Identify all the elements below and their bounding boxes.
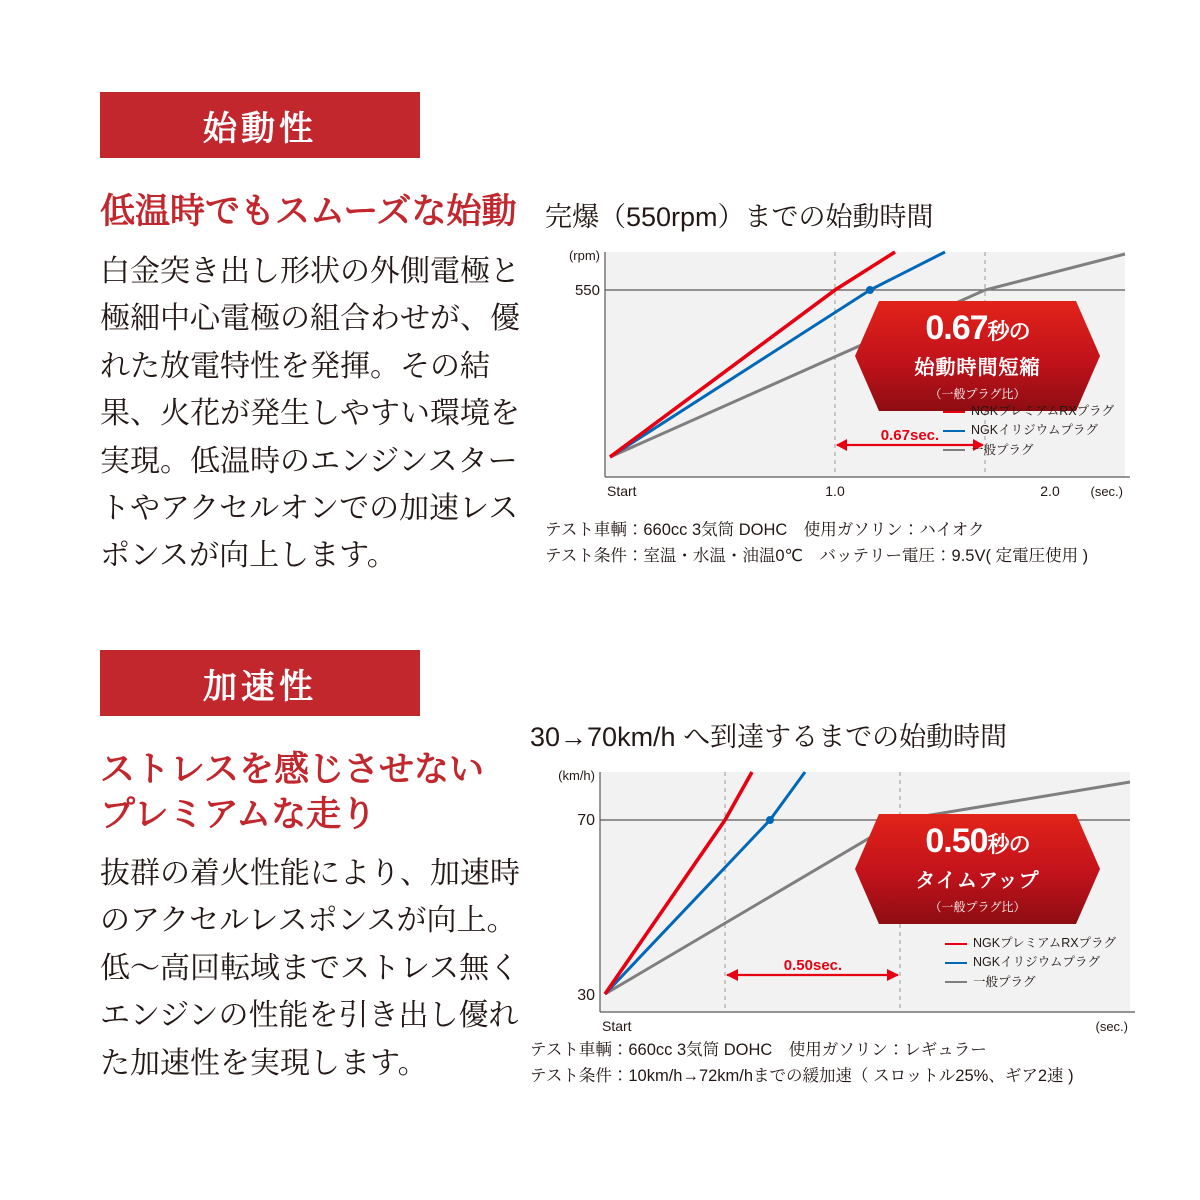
legend-item-iridium	[945, 953, 1116, 972]
legend-label-rx: NGKプレミアムRXプラグ	[971, 404, 1115, 418]
chart-plot-startability	[545, 242, 1145, 507]
legend-label-iridium: NGKイリジウムプラグ	[973, 955, 1100, 970]
chart-acceleration	[530, 715, 1150, 1090]
callout-value-line	[855, 824, 1100, 858]
svg-text:1.0: 1.0	[825, 483, 845, 499]
legend-label-standard: 一般プラグ	[973, 974, 1036, 989]
callout-text-group	[855, 810, 1100, 915]
callout-subtitle: 始動時間短縮	[914, 357, 1041, 379]
chart-title-startability: 完爆（550rpm）までの始動時間	[545, 202, 934, 232]
legend-swatch-blue-icon	[943, 430, 965, 432]
callout-subtitle: タイムアップ	[915, 870, 1040, 892]
callout-startability	[855, 297, 1100, 415]
chart-startability	[545, 195, 1145, 570]
legend-swatch-gray-icon	[945, 981, 967, 983]
svg-text:2.0: 2.0	[1040, 483, 1060, 499]
legend-swatch-red-icon	[943, 411, 965, 413]
svg-text:0.50sec.: 0.50sec.	[783, 957, 843, 974]
legend-label-rx: NGKプレミアムRXプラグ	[973, 936, 1117, 950]
chart-legend-acceleration	[945, 934, 1116, 992]
svg-text:(rpm): (rpm)	[568, 248, 600, 263]
section-badge-startability: 始動性	[100, 92, 420, 158]
section-body-acceleration: 抜群の着火性能により、加速時のアクセルレスポンスが向上。低〜高回転域までストレス無くエンジンの性能を引き出し優れた加速性を実現します。	[100, 857, 520, 1080]
section-lead-acceleration: ストレスを感じさせない プレミアムな走り	[100, 750, 484, 834]
svg-text:(sec.): (sec.)	[1095, 1019, 1128, 1034]
section-lead-startability: 低温時でもスムーズな始動	[100, 192, 517, 231]
chart-caption-acceleration	[530, 1037, 1150, 1090]
svg-text:30: 30	[577, 987, 595, 1004]
callout-note: （一般プラグ比）	[929, 900, 1026, 914]
chart-plot-acceleration	[530, 762, 1130, 1034]
legend-item-standard	[945, 973, 1116, 992]
legend-item-iridium	[943, 421, 1114, 440]
callout-value: 0.67	[925, 309, 988, 347]
caption-line-2: テスト条件：10km/h→72km/hまでの緩加速（ スロットル25%、ギア2速 )	[530, 1067, 1074, 1086]
callout-note: （一般プラグ比）	[929, 387, 1026, 401]
svg-text:(sec.): (sec.)	[1090, 484, 1123, 499]
svg-text:Start: Start	[602, 1018, 632, 1034]
legend-swatch-blue-icon	[945, 962, 967, 964]
legend-swatch-gray-icon	[943, 449, 965, 451]
caption-line-2: テスト条件：室温・水温・油温0℃ バッテリー電圧：9.5V( 定電圧使用 )	[545, 547, 1089, 566]
legend-item-rx	[943, 402, 1114, 421]
svg-text:Start: Start	[607, 483, 637, 499]
legend-item-standard	[943, 441, 1114, 460]
svg-text:0.67sec.: 0.67sec.	[880, 427, 940, 444]
callout-unit: 秒の	[987, 832, 1030, 857]
legend-label-iridium: NGKイリジウムプラグ	[971, 423, 1098, 438]
svg-text:70: 70	[577, 812, 595, 829]
section-badge-acceleration: 加速性	[100, 650, 420, 716]
callout-text-group	[855, 297, 1100, 402]
svg-text:(km/h): (km/h)	[558, 768, 595, 783]
caption-line-1: テスト車輌：660cc 3気筒 DOHC 使用ガソリン：レギュラー	[530, 1041, 987, 1059]
svg-text:550: 550	[574, 282, 600, 299]
section-body-startability: 白金突き出し形状の外側電極と極細中心電極の組合わせが、優れた放電特性を発揮。その結果、火花が発生しやすい環境を実現。低温時のエンジンスタートやアクセルオンでの加速レスポンスが向上します。	[100, 255, 520, 573]
legend-label-standard: 一般プラグ	[971, 442, 1034, 457]
callout-unit: 秒の	[987, 319, 1030, 344]
callout-value-line	[855, 311, 1100, 345]
callout-acceleration	[855, 810, 1100, 928]
legend-item-rx	[945, 934, 1116, 953]
chart-legend-startability	[943, 402, 1114, 460]
callout-value: 0.50	[925, 822, 988, 860]
caption-line-1: テスト車輌：660cc 3気筒 DOHC 使用ガソリン：ハイオク	[545, 521, 985, 539]
chart-caption-startability	[545, 517, 1145, 570]
chart-title-acceleration: 30→70km/h へ到達するまでの始動時間	[530, 722, 1008, 752]
legend-swatch-red-icon	[945, 943, 967, 945]
